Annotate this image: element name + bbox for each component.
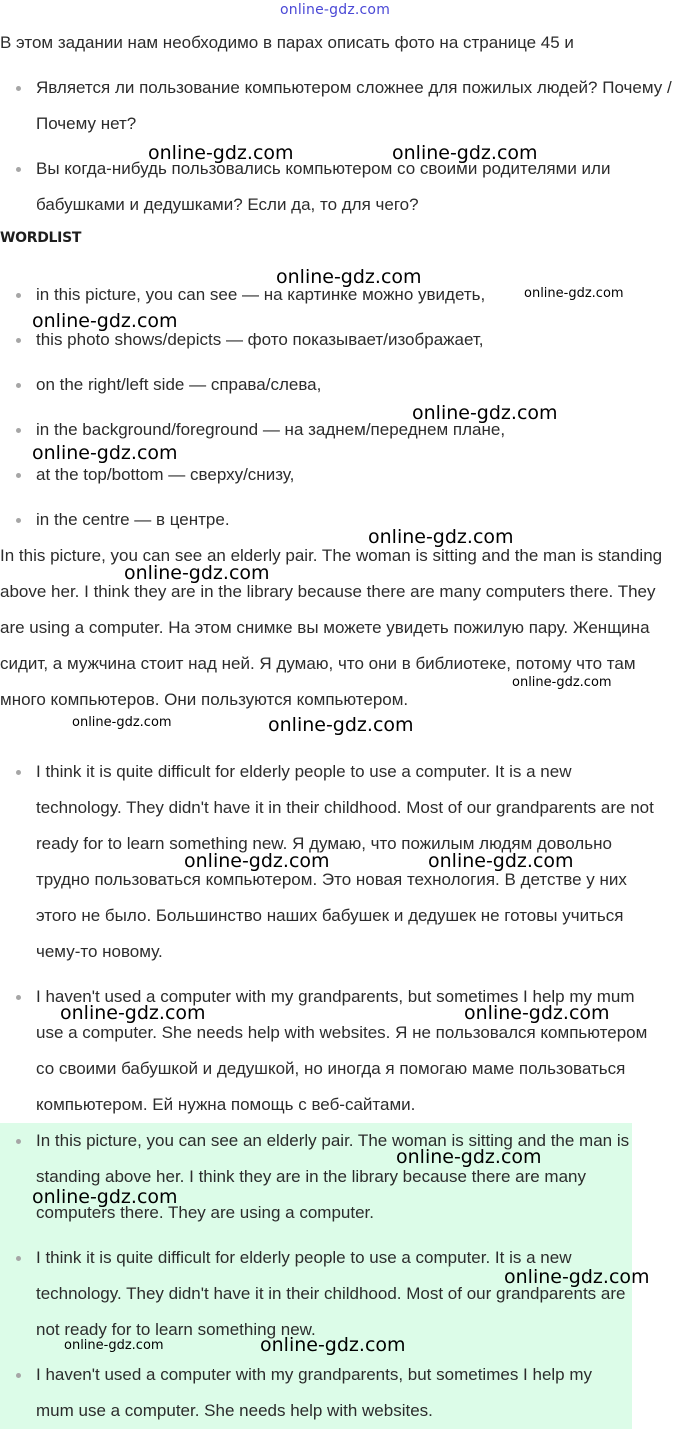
watermark: online-gdz.com <box>32 310 178 332</box>
watermark: online-gdz.com <box>276 266 422 288</box>
answer-item: I think it is quite difficult for elderly people to use a computer. It is a new technology. They didn't have it in their childhood. Most of our grandparents are not ready for to learn something new. Я думаю, что пожилым людям довольно трудно пользоваться компьютером. Это новая технология. В детстве у них этого не было. Большинство наших бабушек и дедушек не готовы учиться чему-то новому. <box>0 754 660 970</box>
wordlist-item: at the top/bottom — сверху/снизу, <box>0 457 680 493</box>
intro-text: В этом задании нам необходимо в парах описать фото на странице 45 и <box>0 33 574 52</box>
watermark: online-gdz.com <box>524 286 624 301</box>
question-item: Вы когда-нибудь пользовались компьютером со своими родителями или бабушками и дедушками? Если да, то для чего? <box>0 151 680 223</box>
answer-item: I haven't used a computer with my grandparents, but sometimes I help my mum use a computer. She needs help with websites. Я не пользовался компьютером со своими бабушкой и дедушкой, но иногда я помогаю маме пользоваться компьютером. Ей нужна помощь с веб-сайтами. <box>0 979 660 1123</box>
wordlist-item: in the background/foreground — на заднем/переднем плане, <box>0 412 680 448</box>
watermark: online-gdz.com <box>32 442 178 464</box>
watermark: online-gdz.com <box>368 526 514 548</box>
wordlist-item: in this picture, you can see — на картинке можно увидеть, <box>0 277 680 313</box>
watermark: online-gdz.com <box>260 1334 406 1356</box>
final-answer-list <box>0 1123 632 1438</box>
watermark: online-gdz.com <box>392 142 538 164</box>
watermark: online-gdz.com <box>512 675 612 690</box>
watermark: online-gdz.com <box>60 1002 206 1024</box>
question-list <box>0 70 680 232</box>
watermark: online-gdz.com <box>72 715 172 730</box>
answer-list <box>0 754 660 1132</box>
wordlist <box>0 277 680 547</box>
wordlist-item: this photo shows/depicts — фото показывает/изображает, <box>0 322 680 358</box>
final-answer-item: I think it is quite difficult for elderly people to use a computer. It is a new technology. They didn't have it in their childhood. Most of our grandparents are not ready for to learn something new. <box>0 1240 632 1348</box>
watermark: online-gdz.com <box>184 850 330 872</box>
watermark: online-gdz.com <box>148 142 294 164</box>
watermark: online-gdz.com <box>268 714 414 736</box>
watermark: online-gdz.com <box>428 850 574 872</box>
question-item: Является ли пользование компьютером сложнее для пожилых людей? Почему / Почему нет? <box>0 70 680 142</box>
watermark: online-gdz.com <box>412 402 558 424</box>
watermark: online-gdz.com <box>64 1338 164 1353</box>
wordlist-heading: WORDLIST <box>0 230 82 246</box>
watermark: online-gdz.com <box>32 1186 178 1208</box>
watermark: online-gdz.com <box>396 1146 542 1168</box>
final-answer-item: I haven't used a computer with my grandparents, but sometimes I help my mum use a computer. She needs help with websites. <box>0 1357 632 1429</box>
site-watermark-header: online-gdz.com <box>280 2 391 18</box>
watermark: online-gdz.com <box>504 1266 650 1288</box>
wordlist-item: in the centre — в центре. <box>0 502 680 538</box>
watermark: online-gdz.com <box>124 562 270 584</box>
watermark: online-gdz.com <box>464 1002 610 1024</box>
final-answer-item: In this picture, you can see an elderly pair. The woman is sitting and the man is standing above her. I think they are in the library because there are many computers there. They are using a computer. <box>0 1123 632 1231</box>
wordlist-item: on the right/left side — справа/слева, <box>0 367 680 403</box>
description-paragraph: In this picture, you can see an elderly pair. The woman is sitting and the man is standing above her. I think they are in the library because there are many computers there. They are using a computer. На этом снимке вы можете увидеть пожилую пару. Женщина сидит, а мужчина стоит над ней. Я думаю, что они в библиотеке, потому что там много компьютеров. Они пользуются компьютером. <box>0 546 663 709</box>
